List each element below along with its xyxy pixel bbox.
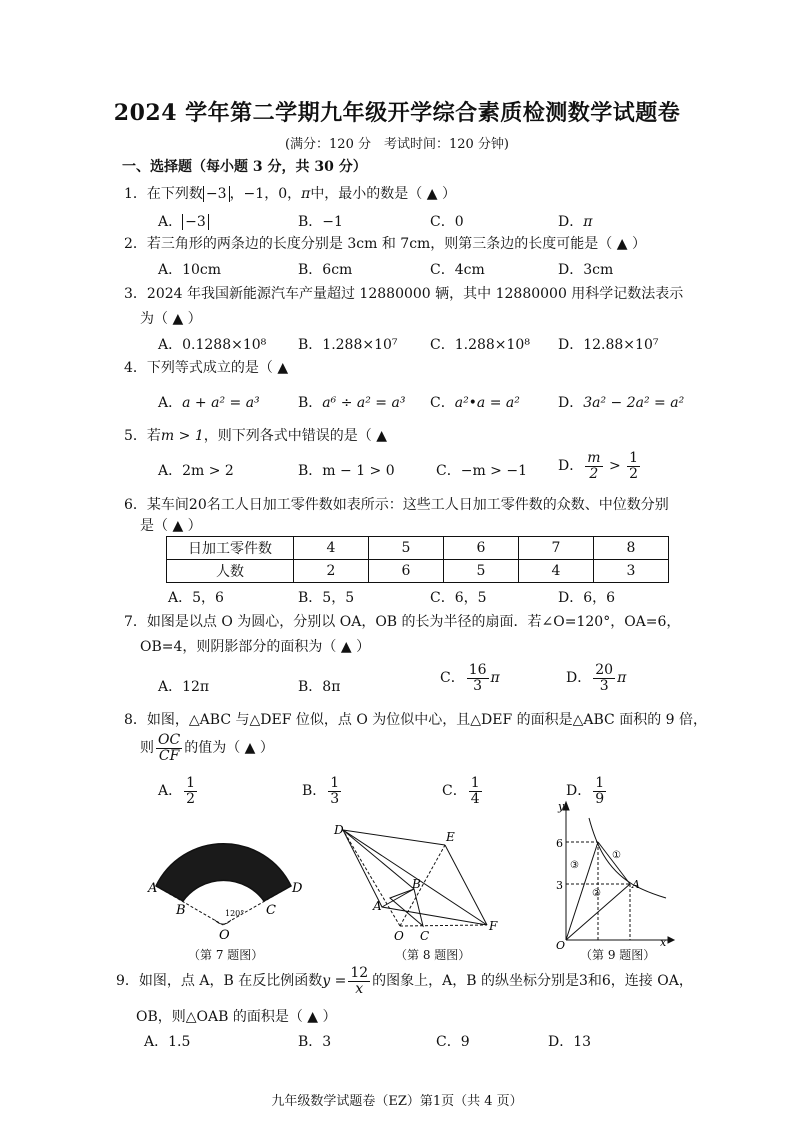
- q5-option-a: A．2m > 2: [158, 463, 234, 479]
- q1-option-b: B．−1: [298, 214, 343, 230]
- exam-subtitle: (满分：120 分 考试时间：120 分钟): [284, 137, 510, 152]
- table-row: [167, 537, 669, 560]
- table-row-header: 日加工零件数: [167, 537, 294, 560]
- q9-option-c: C．9: [436, 1034, 470, 1050]
- q2-option-c: C．4cm: [430, 262, 485, 278]
- q7-option-a: A．12π: [158, 679, 210, 695]
- question-1-stem: 1．在下列数 −3 ，−1，0，π中，最小的数是（ ▲ ）: [124, 186, 456, 202]
- question-9-stem-line2: OB，则△OAB 的面积是（ ▲ ）: [136, 1009, 337, 1025]
- q1-option-d: D．π: [558, 214, 593, 230]
- question-3-stem-line1: 3．2024 年我国新能源汽车产量超过 12880000 辆，其中 12880000 用科学记数法表示: [124, 286, 684, 302]
- section-heading: 一、选择题（每小题 3 分，共 30 分）: [122, 159, 367, 175]
- figure-7-caption: （第 7 题图）: [188, 948, 264, 962]
- q6-option-a: A．5，6: [168, 590, 224, 606]
- table-cell: 4: [294, 537, 369, 560]
- tick-6: 6: [556, 837, 563, 850]
- table-cell: 4: [519, 560, 594, 583]
- figure-9-coordinate-plane: [548, 798, 676, 950]
- q7-option-c: C． $\frac{16}{3}$ π: [440, 662, 500, 694]
- region-3: ③: [570, 860, 579, 871]
- label-A: A: [373, 899, 382, 913]
- label-F: F: [489, 919, 498, 933]
- table-cell: 2: [294, 560, 369, 583]
- q7-option-b: B．8π: [298, 679, 341, 695]
- page-footer: 九年级数学试题卷（EZ）第1页（共 4 页）: [271, 1094, 523, 1109]
- label-O: O: [219, 928, 230, 943]
- table-cell: 8: [594, 537, 669, 560]
- table-cell: 5: [369, 537, 444, 560]
- label-B: B: [176, 903, 186, 918]
- abs-value: −3: [203, 186, 230, 202]
- q5-option-d: D． $\frac{m}{2}$ > $\frac{1}{2}$: [558, 450, 639, 482]
- q2-option-d: D．3cm: [558, 262, 614, 278]
- q3-option-a: A．0.1288×10⁸: [158, 337, 267, 353]
- table-cell: 3: [594, 560, 669, 583]
- q4-option-c: C．a²•a = a²: [430, 395, 520, 411]
- label-D: D: [334, 823, 344, 837]
- question-5-stem: 5．若m > 1，则下列各式中错误的是（ ▲: [124, 428, 387, 444]
- tick-3: 3: [556, 879, 563, 892]
- q8-option-b: B． $\frac{1}{3}$: [302, 775, 340, 807]
- label-A: A: [632, 878, 640, 891]
- figure-8-homothety: [330, 818, 500, 948]
- q5-option-c: C．−m > −1: [436, 463, 527, 479]
- q9-option-b: B．3: [298, 1034, 332, 1050]
- region-2: ②: [592, 888, 601, 899]
- q2-option-a: A．10cm: [158, 262, 222, 278]
- region-1: ①: [612, 850, 621, 861]
- table-cell: 6: [369, 560, 444, 583]
- q6-option-c: C．6，5: [430, 590, 487, 606]
- label-C: C: [266, 903, 276, 918]
- question-6-stem-line1: 6．某车间20名工人日加工零件数如表所示：这些工人日加工零件数的众数、中位数分别: [124, 497, 669, 513]
- q9-option-a: A．1.5: [144, 1034, 191, 1050]
- question-4-stem: 4．下列等式成立的是（ ▲: [124, 360, 289, 376]
- question-2-stem: 2．若三角形的两条边的长度分别是 3cm 和 7cm，则第三条边的长度可能是（ ▲ ）: [124, 236, 646, 252]
- label-O: O: [556, 939, 566, 950]
- table-row: [167, 560, 669, 583]
- figure-7-annular-sector: [145, 830, 315, 960]
- q4-option-d: D．3a² − 2a² = a²: [558, 395, 685, 411]
- label-B: B: [412, 877, 421, 891]
- label-x: x: [660, 936, 667, 949]
- label-y: y: [558, 800, 565, 813]
- table-row-header: 人数: [167, 560, 294, 583]
- q8-option-a: A． $\frac{1}{2}$: [158, 775, 196, 807]
- shaded-region: [156, 844, 291, 901]
- triangle-ABC: [390, 889, 423, 926]
- q3-option-d: D．12.88×10⁷: [558, 337, 659, 353]
- question-8-stem-line1: 8．如图，△ABC 与△DEF 位似，点 O 为位似中心，且△DEF 的面积是△ABC 面积的 9 倍，: [124, 712, 708, 728]
- table-cell: 6: [444, 537, 519, 560]
- table-cell: 7: [519, 537, 594, 560]
- label-O: O: [394, 929, 404, 943]
- q2-option-b: B．6cm: [298, 262, 353, 278]
- q1-option-c: C．0: [430, 214, 464, 230]
- question-8-stem-line2: 则 $\frac{OC}{CF}$ 的值为（ ▲ ）: [140, 732, 274, 764]
- question-9-stem-line1: 9．如图，点 A，B 在反比例函数y = $\frac{12}{x}$ 的图象上，A，B 的纵坐标分别是3和6，连接 OA，: [116, 965, 693, 997]
- label-E: E: [446, 830, 455, 844]
- q3-option-c: C．1.288×10⁸: [430, 337, 530, 353]
- q6-data-table: [166, 536, 669, 583]
- figure-9-caption: （第 9 题图）: [580, 948, 656, 962]
- figure-8-caption: （第 8 题图）: [395, 948, 471, 962]
- question-6-stem-line2: 是（ ▲ ）: [140, 518, 202, 534]
- question-3-stem-line2: 为（ ▲ ）: [140, 311, 202, 327]
- table-cell: 5: [444, 560, 519, 583]
- q7-option-d: D． $\frac{20}{3}$ π: [566, 662, 627, 694]
- exam-title: 2024 学年第二学期九年级开学综合素质检测数学试题卷: [113, 100, 681, 126]
- question-7-stem-line2: OB=4，则阴影部分的面积为（ ▲ ）: [140, 639, 371, 655]
- angle-label: 120°: [225, 909, 245, 918]
- label-A: A: [148, 881, 158, 896]
- question-7-stem-line1: 7．如图是以点 O 为圆心，分别以 OA，OB 的长为半径的扇面．若∠O=120°，OA=6，: [124, 614, 681, 630]
- label-D: D: [292, 881, 303, 896]
- q6-option-b: B．5，5: [298, 590, 355, 606]
- label-C: C: [420, 929, 430, 943]
- q1-option-a: A． −3: [158, 211, 209, 231]
- q5-option-b: B．m − 1 > 0: [298, 463, 395, 479]
- q6-option-d: D．6，6: [558, 590, 616, 606]
- q4-option-b: B．a⁶ ÷ a² = a³: [298, 395, 406, 411]
- q3-option-b: B．1.288×10⁷: [298, 337, 398, 353]
- q9-option-d: D．13: [548, 1034, 592, 1050]
- q4-option-a: A．a + a² = a³: [158, 395, 260, 411]
- q8-option-d: D． $\frac{1}{9}$: [566, 775, 605, 807]
- q8-option-c: C． $\frac{1}{4}$: [442, 775, 480, 807]
